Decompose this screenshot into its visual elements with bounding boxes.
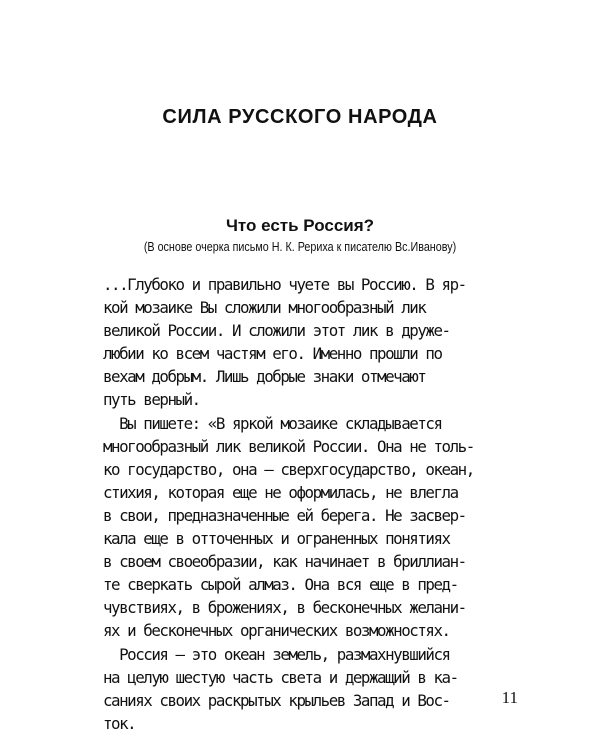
body-line: стихия, которая еще не оформилась, не влегла	[103, 482, 458, 502]
body-line: вехам добрым. Лишь добрые знаки отмечают	[103, 367, 426, 387]
body-line: ях и бесконечных органических возможностях.	[103, 621, 450, 641]
section-title: СИЛА РУССКОГО НАРОДА	[162, 106, 438, 128]
article-subtitle: (В основе очерка письмо Н. К. Рериха к писателю Вс.Иванову)	[143, 240, 457, 254]
body-line: любии ко всем частям его. Именно прошли по	[103, 344, 442, 364]
body-line: чувствиях, в брожениях, в бесконечных желани-	[103, 598, 466, 618]
article-body	[103, 273, 523, 735]
body-line: кой мозаике Вы сложили многообразный лик	[103, 298, 426, 318]
body-line: многообразный лик великой России. Она не толь-	[103, 436, 474, 456]
body-line: ...Глубоко и правильно чуете вы Россию. В яр-	[103, 275, 466, 294]
body-line: Россия — это океан земель, размахнувшийся	[103, 644, 450, 664]
body-line: те сверкать сырой алмаз. Она вся еще в пред-	[103, 575, 458, 595]
body-line: ко государство, она — сверхгосударство, океан,	[103, 459, 474, 479]
body-line: Вы пишете: «В яркой мозаике складывается	[103, 413, 442, 433]
body-line: великой России. И сложили этот лик в друже-	[103, 321, 450, 341]
article-title: Что есть Россия?	[225, 216, 375, 235]
page-number: 11	[501, 688, 518, 707]
body-line: в своем своеобразии, как начинает в бриллиан-	[103, 552, 466, 572]
body-line: на целую шестую часть света и держащий в ка-	[103, 667, 458, 687]
body-line: ток.	[103, 713, 136, 733]
body-line: путь верный.	[103, 390, 200, 410]
body-line: саниях своих раскрытых крыльев Запад и Вос-	[103, 690, 450, 710]
body-line: кала еще в отточенных и ограненных понятиях	[103, 529, 450, 549]
body-line: в свои, предназначенные ей берега. Не засвер-	[103, 505, 466, 525]
